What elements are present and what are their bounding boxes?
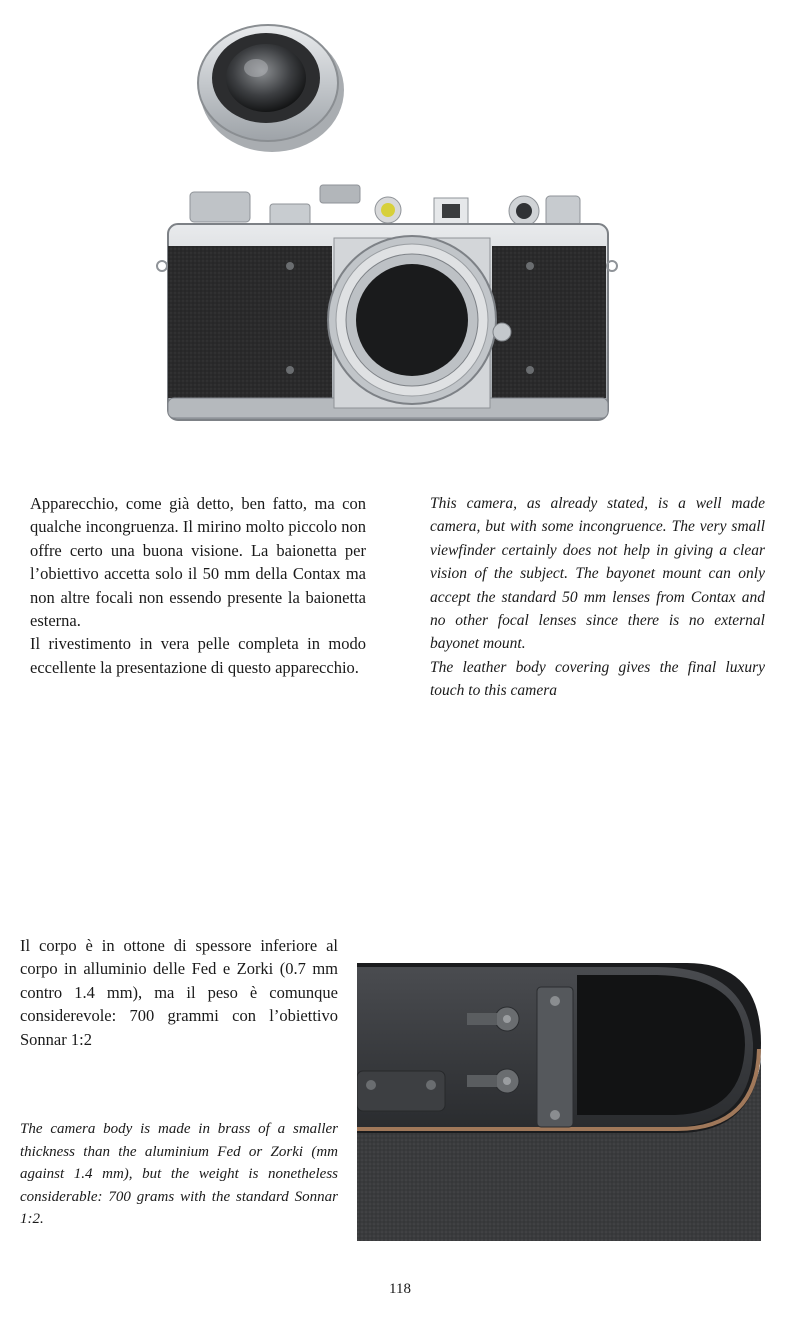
camera-body-photo [150, 20, 630, 430]
paragraph: The camera body is made in brass of a smaller thickness than the aluminium Fed or Zorki (mm against 1.4 mm), but the weight is nonetheless considerable: 700 grams with the standard Sonnar 1:2. [20, 1121, 338, 1228]
italian-text-block-1 [30, 492, 366, 679]
page-number: 118 [389, 1281, 411, 1297]
english-text-block-1 [430, 492, 765, 703]
lens-mount [328, 236, 511, 408]
italian-text-block-2 [20, 934, 338, 1051]
camera-interior-photo [357, 963, 761, 1241]
paragraph: Il corpo è in ottone di spessore inferiore al corpo in alluminio delle Fed e Zorki (0.7 mm contro 1.4 mm), ma il peso è comunque considerevole: 700 grammi con l’obiettivo Sonnar 1:2 [20, 936, 338, 1049]
lens [198, 25, 344, 152]
paragraph: Il rivestimento in vera pelle completa in modo eccellente la presentazione di questo apparecchio. [30, 634, 366, 677]
paragraph: The leather body covering gives the final luxury touch to this camera [430, 658, 765, 700]
paragraph: This camera, as already stated, is a well made camera, but with some incongruence. The very small viewfinder certainly does not help in giving a clear vision of the subject. The bayonet mount can only accept the standard 50 mm lenses from Contax and no other focal lenses since there is no external bayonet mount. [430, 495, 765, 653]
english-text-block-2 [20, 1118, 338, 1231]
top-plate [190, 185, 580, 226]
paragraph: Apparecchio, come già detto, ben fatto, ma con qualche incongruenza. Il mirino molto piccolo non offre certo una buona visione. La baionetta per l’obiettivo accetta solo il 50 mm della Contax ma non altre focali non essendo presente la baionetta esterna. [30, 494, 366, 631]
